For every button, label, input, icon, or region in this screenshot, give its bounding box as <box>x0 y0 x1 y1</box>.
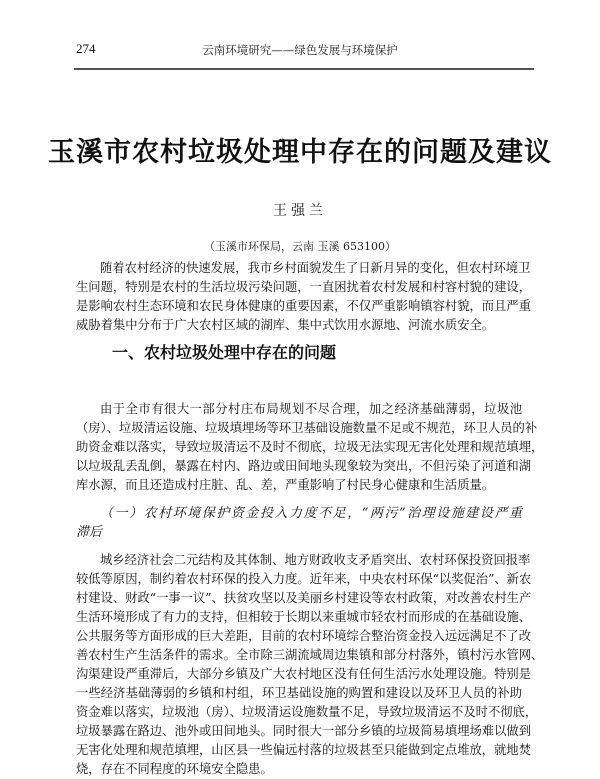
text-line: 城乡经济社会二元结构及其体制、地方财政收支矛盾突出、农村环保投资回报率 <box>100 553 531 567</box>
text-line: 善农村生产生活条件的需求。全市除三湖流域周边集镇和部分村落外，镇村污水管网、 <box>76 648 544 662</box>
text-line: 烧，存在不同程度的环境安全隐患。 <box>76 762 273 776</box>
text-line: 生活环境形成了有力的支持，但相较于长期以来重城市轻农村而形成的在基础设施、 <box>76 610 531 624</box>
text-line: 助资金难以落实，导致垃圾清运不及时不彻底，垃圾无法实现无害化处理和规范填埋， <box>76 440 544 454</box>
text-line: 由于全市有很大一部分村庄布局规划不尽合理，加之经济基础薄弱，垃圾池 <box>100 402 522 416</box>
running-head: 云南环境研究——绿色发展与环境保护 <box>202 43 398 57</box>
text-line: 较低等原因，制约着农村环保的投入力度。近年来，中央农村环保“以奖促治”、新农 <box>76 572 532 586</box>
text-line: 一些经济基础薄弱的乡镇和村组，环卫基础设施的购置和建设以及环卫人员的补助 <box>76 686 522 700</box>
text-line: 生问题，特别是农村的生活垃圾污染问题，一直困扰着农村发展和村容村貌的建设， <box>76 280 531 294</box>
text-line: 无害化处理和规范填埋，山区县一些偏远村落的垃圾甚至只能做到定点堆放，就地焚 <box>76 743 531 757</box>
text-line: 威胁着集中分布于广大农村区域的湖库、集中式饮用水源地、河流水质安全。 <box>76 318 495 332</box>
subsection-heading-line: （一）农村环境保护资金投入力度不足，“两污”治理设施建设严重 <box>100 506 522 521</box>
text-line: 资金难以落实，垃圾池（房）、垃圾清运设施数量不足，导致垃圾清运不及时不彻底， <box>76 705 538 719</box>
text-line: 公共服务等方面形成的巨大差距，目前的农村环境综合整治资金投入远远满足不了改 <box>76 629 531 643</box>
article-author: 王强兰 <box>273 203 327 219</box>
text-line: 随着农村经济的快速发展，我市乡村面貌发生了日新月异的变化，但农村环境卫 <box>100 261 531 275</box>
text-line: （房）、垃圾清运设施、垃圾填埋场等环卫基础设施数量不足或不规范，环卫人员的补 <box>76 421 538 435</box>
author-affiliation: （玉溪市环保局，云南 玉溪 653100） <box>204 240 396 253</box>
header-rule <box>74 68 534 70</box>
text-line: 沟渠建设严重滞后，大部分乡镇及广大农村地区没有任何生活污水处理设施。特别是 <box>76 667 531 681</box>
text-line: 村建设、财政“一事一议”、扶贫攻坚以及美丽乡村建设等农村政策，对改善农村生产 <box>76 591 532 605</box>
text-line: 库水源，而且还造成村庄脏、乱、差，严重影响了村民身心健康和生活质量。 <box>76 478 495 492</box>
article-title: 玉溪市农村垃圾处理中存在的问题及建议 <box>48 137 552 168</box>
text-line: 是影响农村生态环境和农民身体健康的重要因素，不仅严重影响镇容村貌，而且严重 <box>76 299 531 313</box>
section-heading: 一、农村垃圾处理中存在的问题 <box>112 343 337 362</box>
text-line: 以垃圾乱丢乱倒，暴露在村内、路边或田间地头现象较为突出，不但污染了河道和湖 <box>76 459 531 473</box>
subsection-heading-line: 滞后 <box>76 525 103 540</box>
text-line: 垃圾暴露在路边、池外或田间地头。同时很大一部分乡镇的垃圾简易填埋场难以做到 <box>76 724 531 738</box>
page-number: 274 <box>76 41 96 56</box>
